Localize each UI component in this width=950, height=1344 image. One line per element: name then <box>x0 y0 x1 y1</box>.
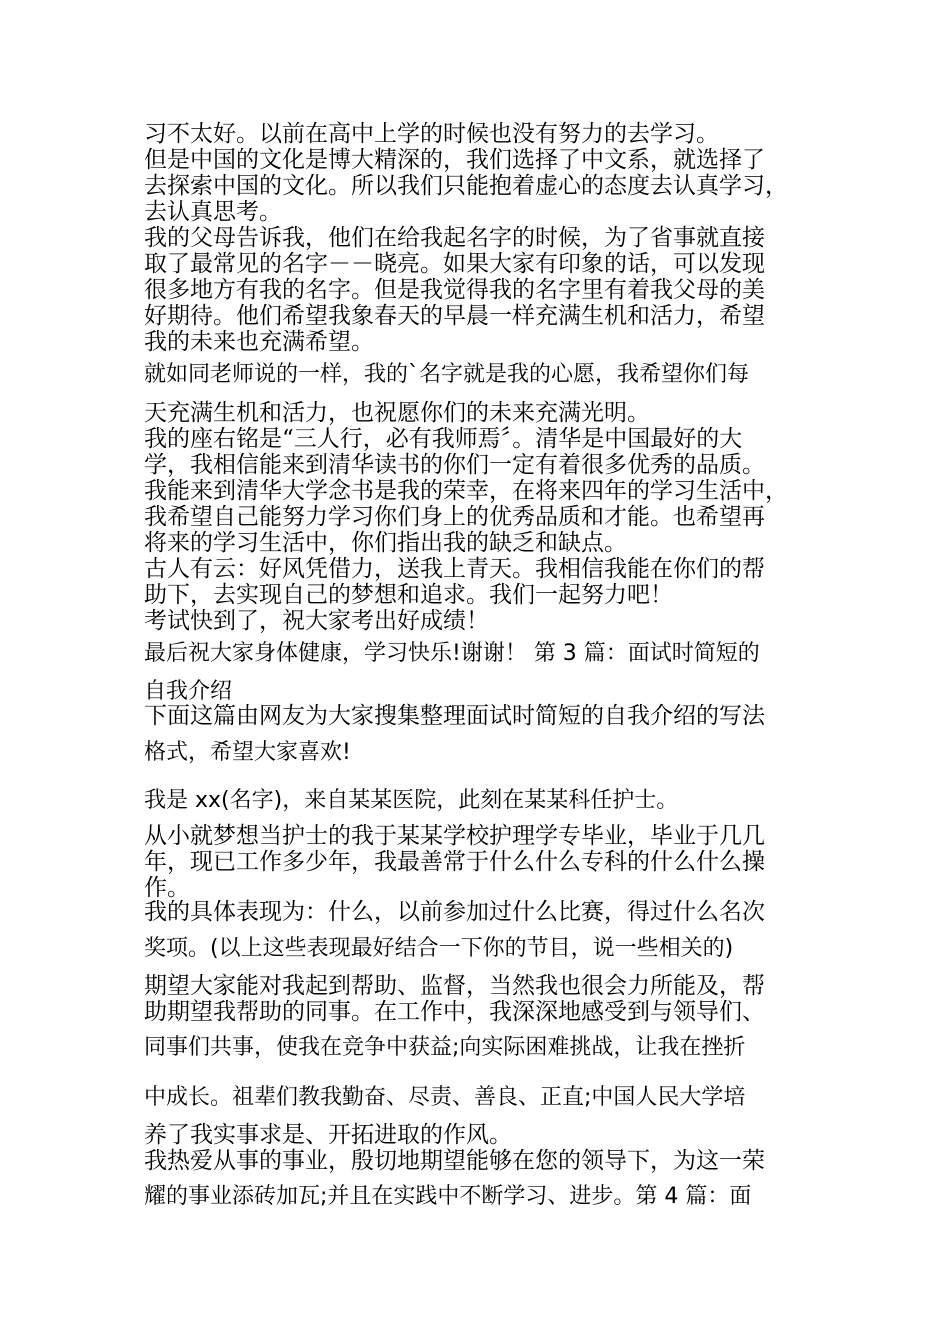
text-line: 助期望我帮助的同事。在工作中，我深深地感受到与领导们、 <box>144 999 765 1025</box>
text-line: 年，现已工作多少年，我最善常于什么什么专科的什么什么操 <box>144 849 765 875</box>
text-line: 就如同老师说的一样，我的`名字就是我的心愿，我希望你们每 <box>144 362 750 387</box>
text-line: 天充满生机和活力，也祝愿你们的未来充满光明。 <box>144 400 650 426</box>
text-line: 去认真思考。 <box>144 199 282 225</box>
text-line: 作。 <box>144 875 190 901</box>
text-line: 取了最常见的名字－－晓亮。如果大家有印象的话，可以发现 <box>144 251 765 277</box>
text-line: 我是 xx(名字)，来自某某医院，此刻在某某科任护士。 <box>144 788 679 813</box>
text-line: 古人有云：好风凭借力，送我上青天。我相信我能在你们的帮 <box>144 556 765 582</box>
text-line: 考试快到了，祝大家考出好成绩！ <box>144 608 489 634</box>
text-line: 奖项。(以上这些表现最好结合一下你的节目，说一些相关的) <box>144 936 734 961</box>
text-line: 我的父母告诉我，他们在给我起名字的时候，为了省事就直接 <box>144 225 765 251</box>
text-line: 我的具体表现为：什么，以前参加过什么比赛，得过什么名次 <box>144 899 765 925</box>
text-line: 很多地方有我的名字。但是我觉得我的名字里有着我父母的美 <box>144 277 765 303</box>
text-line: 好期待。他们希望我象春天的早晨一样充满生机和活力，希望 <box>144 303 765 329</box>
text-line: 我希望自己能努力学习你们身上的优秀品质和才能。也希望再 <box>144 504 765 530</box>
text-line: 从小就梦想当护士的我于某某学校护理学专毕业，毕业于几几 <box>144 823 765 849</box>
text-line: 我的未来也充满希望。 <box>144 329 374 355</box>
text-line: 习不太好。以前在高中上学的时候也没有努力的去学习。 <box>144 121 719 147</box>
text-line: 最后祝大家身体健康，学习快乐!谢谢！ 第 3 篇：面试时简短的 <box>144 641 760 666</box>
text-line: 下面这篇由网友为大家搜集整理面试时简短的自我介绍的写法 <box>144 703 765 729</box>
text-line: 去探索中国的文化。所以我们只能抱着虚心的态度去认真学习， <box>144 173 788 199</box>
text-line: 同事们共事，使我在竞争中获益;向实际困难挑战，让我在挫折 <box>144 1035 746 1060</box>
text-line: 期望大家能对我起到帮助、监督，当然我也很会力所能及，帮 <box>144 973 765 999</box>
text-line: 耀的事业添砖加瓦;并且在实践中不断学习、进步。第 4 篇：面 <box>144 1184 752 1209</box>
text-line: 助下，去实现自己的梦想和追求。我们一起努力吧！ <box>144 582 673 608</box>
text-line: 学，我相信能来到清华读书的你们一定有着很多优秀的品质。 <box>144 452 765 478</box>
text-line: 我的座右铭是“三人行，必有我师焉〞。清华是中国最好的大 <box>144 426 743 452</box>
text-line: 将来的学习生活中，你们指出我的缺乏和缺点。 <box>144 530 627 556</box>
text-line: 我能来到清华大学念书是我的荣幸，在将来四年的学习生活中， <box>144 478 788 504</box>
text-line: 格式，希望大家喜欢! <box>144 740 351 765</box>
text-line: 自我介绍 <box>144 679 233 704</box>
text-line: 我热爱从事的事业，殷切地期望能够在您的领导下，为这一荣 <box>144 1148 765 1174</box>
text-line: 养了我实事求是、开拓进取的作风。 <box>144 1122 512 1148</box>
text-line: 中成长。祖辈们教我勤奋、尽责、善良、正直;中国人民大学培 <box>144 1085 746 1110</box>
text-line: 但是中国的文化是博大精深的，我们选择了中文系，就选择了 <box>144 147 765 173</box>
